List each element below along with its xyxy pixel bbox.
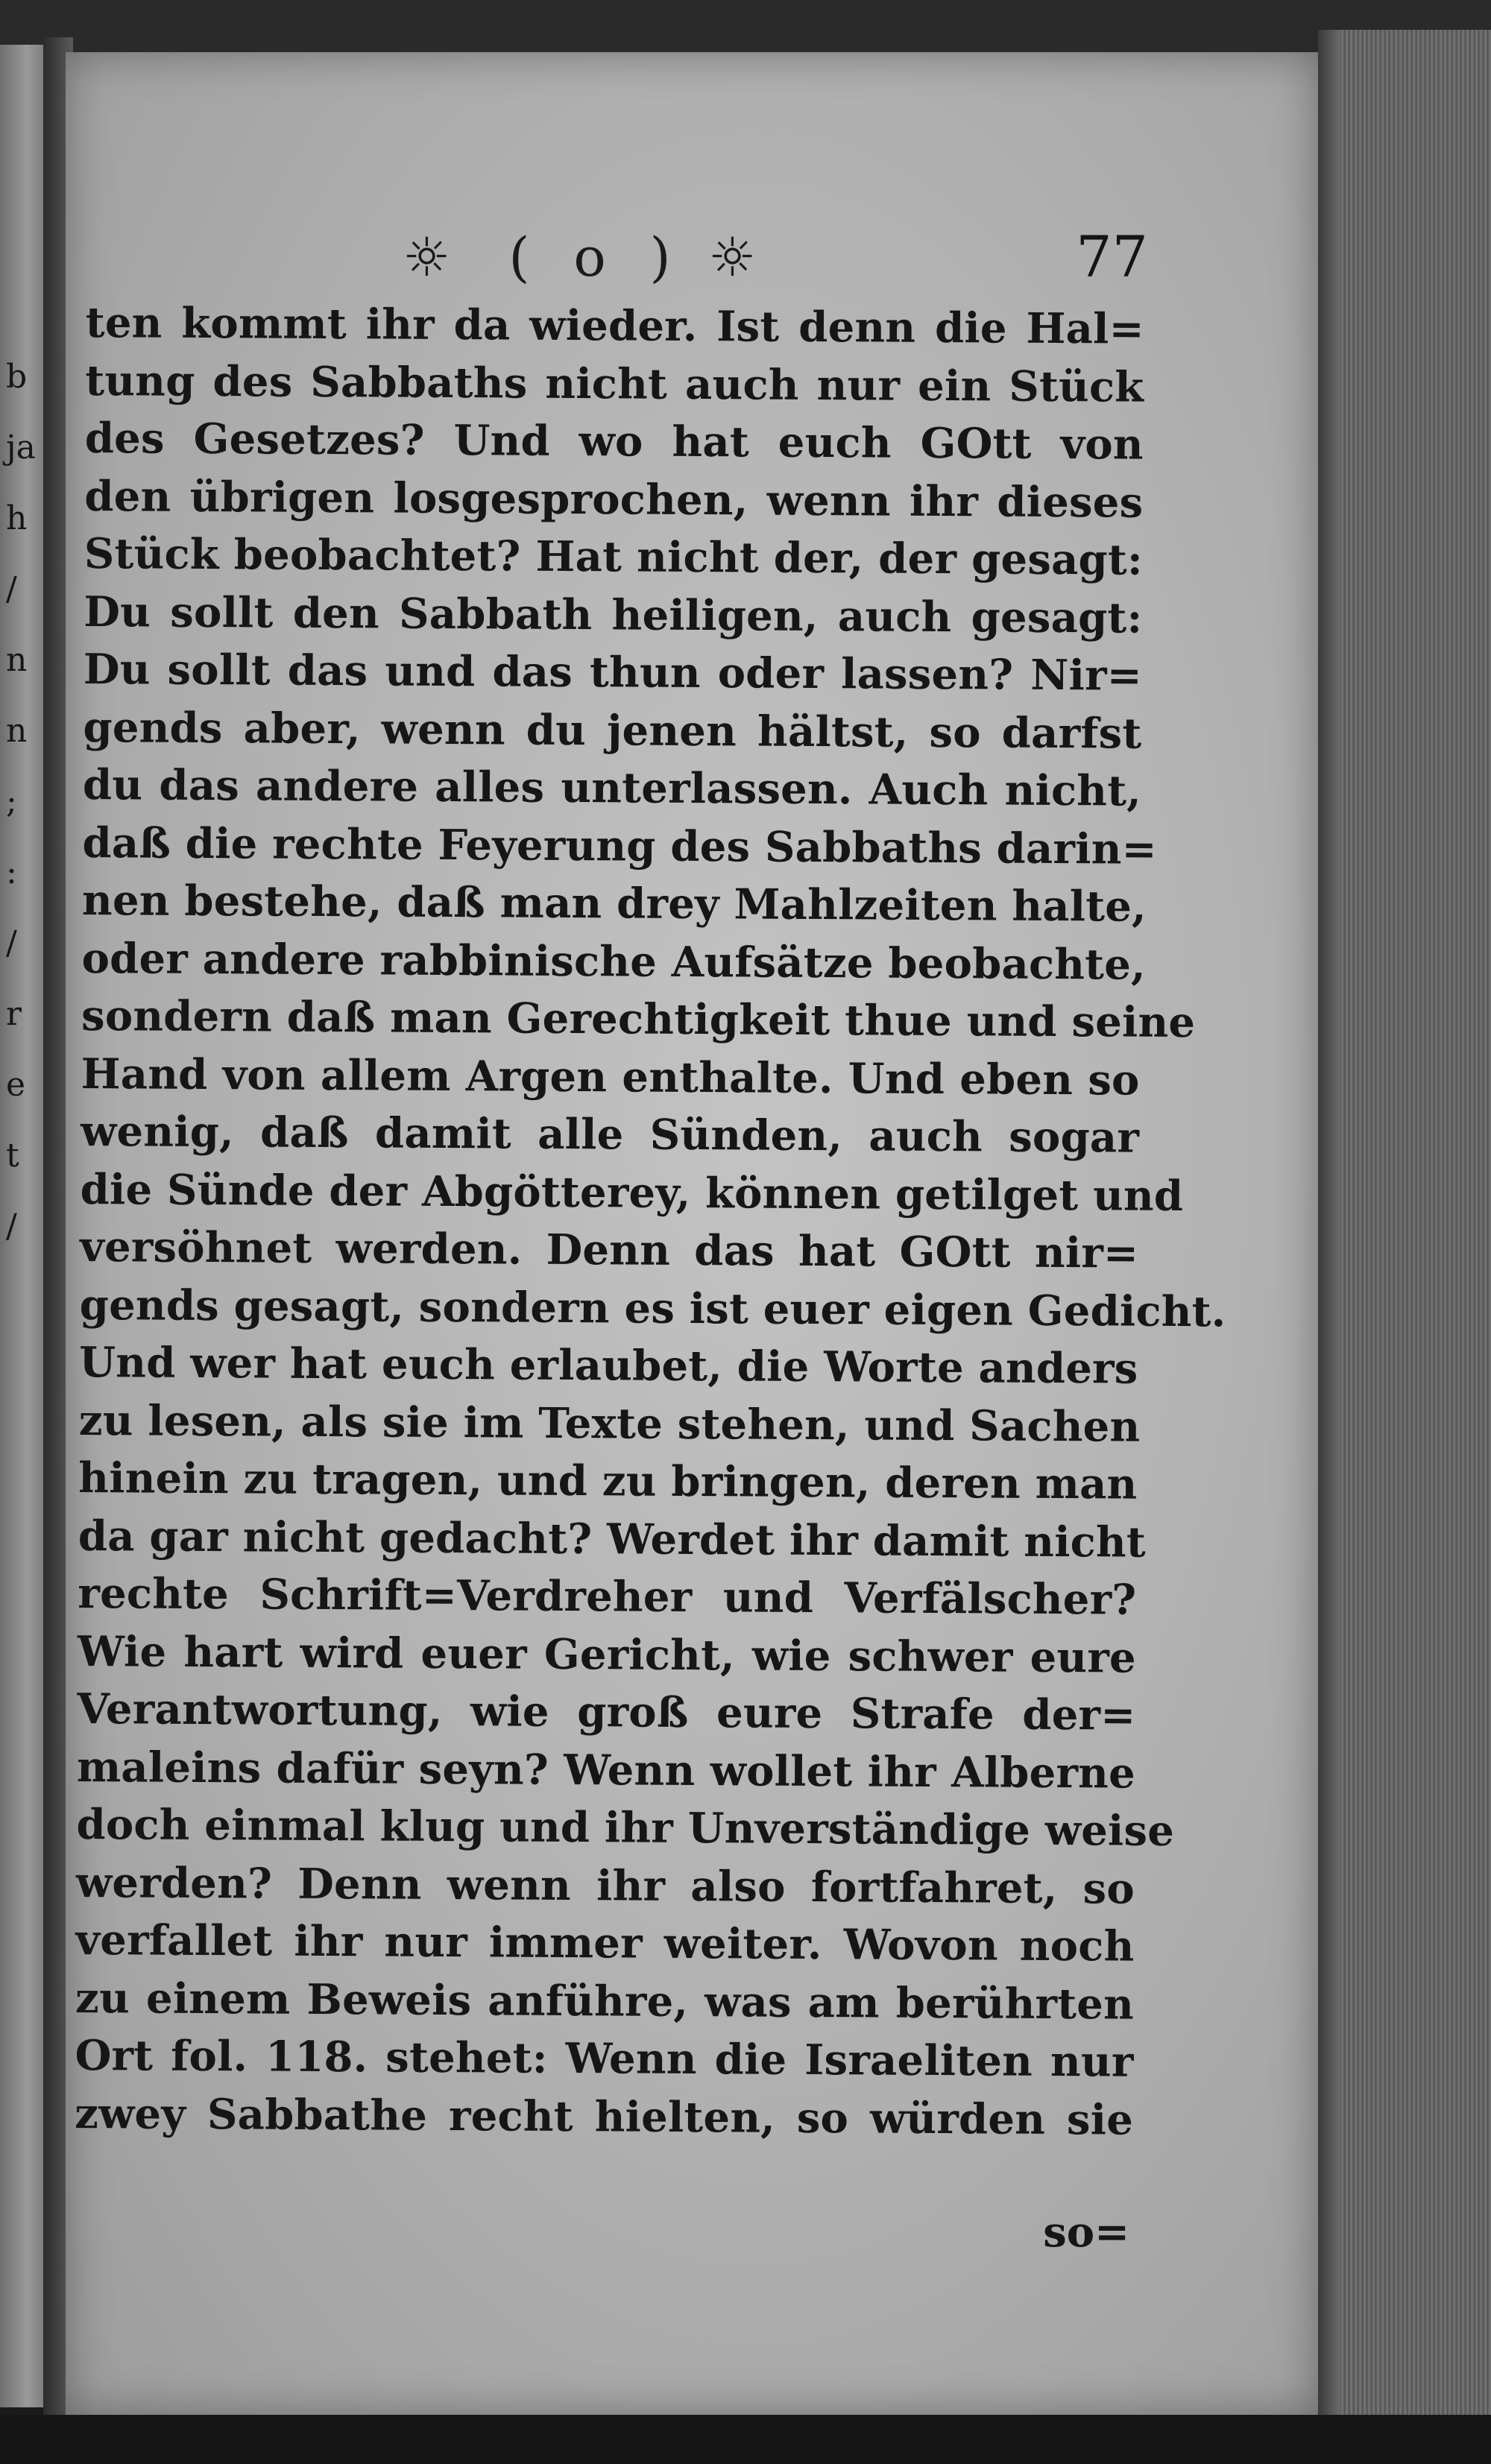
text-line: gends gesagt, sondern es ist euer eigen Gedicht. (79, 1280, 1226, 1336)
text-line: zwey Sabbathe recht hielten, so würden sie (74, 2088, 1134, 2145)
text-line: doch einmal klug und ihr Unverständige weise (76, 1799, 1175, 1856)
text-line: Wie hart wird euer Gericht, wie schwer eure (77, 1626, 1137, 1683)
text-line: ten kommt ihr da wieder. Ist denn die Hal= (85, 297, 1144, 354)
text-line: wenig, daß damit alle Sünden, auch sogar (80, 1106, 1140, 1163)
body-text (74, 294, 1226, 2149)
left-page-fragment: n (6, 712, 28, 750)
background-strip (0, 2415, 1491, 2464)
left-page-fragment: / (6, 570, 17, 608)
ornament-left-icon: ☼ (403, 226, 451, 288)
running-header (403, 216, 1133, 298)
text-line: Du sollt den Sabbath heiligen, auch gesagt: (83, 587, 1143, 643)
page-block-shadow (1318, 30, 1340, 2464)
text-line: zu lesen, als sie im Texte stehen, und Sachen (78, 1395, 1141, 1452)
header-mark: ( o ) (508, 226, 684, 288)
text-line: Und wer hat euch erlaubet, die Worte anders (79, 1337, 1138, 1394)
text-line: verfallet ihr nur immer weiter. Wovon noch (75, 1915, 1135, 1971)
text-line: sondern daß man Gerechtigkeit thue und seine (81, 991, 1196, 1048)
left-page-edge (0, 45, 45, 2407)
left-page-fragment: / (6, 924, 17, 962)
text-line: Ort fol. 118. stehet: Wenn die Israeliten nur (75, 2030, 1134, 2087)
text-line: maleins dafür seyn? Wenn wollet ihr Alberne (76, 1742, 1136, 1798)
text-line: nen bestehe, daß man drey Mahlzeiten halte, (81, 875, 1147, 932)
ornament-right-icon: ☼ (708, 226, 757, 288)
left-page-fragment: h (6, 499, 28, 537)
text-line: werden? Denn wenn ihr also fortfahret, so (75, 1857, 1135, 1914)
text-line: Du sollt das und das thun oder lassen? Nir= (83, 644, 1143, 701)
left-page-fragment: t (6, 1137, 19, 1175)
left-page-fragment: r (6, 995, 22, 1033)
text-line: gends aber, wenn du jenen hältst, so darfst (83, 702, 1142, 759)
page-block-edge (1318, 30, 1491, 2464)
text-line: Hand von allem Argen enthalte. Und eben so (81, 1049, 1140, 1105)
text-line: da gar nicht gedacht? Werdet ihr damit nicht (78, 1511, 1147, 1567)
page-number: 77 (1076, 224, 1148, 290)
text-line: des Gesetzes? Und wo hat euch GOtt von (84, 413, 1144, 470)
text-line: oder andere rabbinische Aufsätze beobachte, (81, 933, 1146, 990)
text-line: zu einem Beweis anführe, was am berührten (75, 1973, 1135, 2029)
text-line: Stück beobachtet? Hat nicht der, der gesagt: (83, 528, 1144, 585)
text-line: Verantwortung, wie groß eure Strafe der= (77, 1684, 1136, 1740)
left-page-fragment: : (6, 853, 17, 891)
text-line: die Sünde der Abgötterey, können getilget und (80, 1164, 1184, 1221)
text-line: den übrigen losgesprochen, wenn ihr dieses (84, 471, 1144, 528)
text-line: du das andere alles unterlassen. Auch nicht, (82, 759, 1142, 816)
text-line: rechte Schrift=Verdreher und Verfälscher? (78, 1568, 1137, 1625)
left-page-fragment: b (6, 358, 28, 396)
text-line: tung des Sabbaths nicht auch nur ein Stück (85, 356, 1144, 412)
text-line: versöhnet werden. Denn das hat GOtt nir= (79, 1222, 1139, 1278)
left-page-fragment: ; (6, 783, 17, 821)
text-line: daß die rechte Feyerung des Sabbaths darin= (82, 818, 1157, 874)
left-page-fragment: n (6, 641, 28, 679)
catchword: so= (1043, 2208, 1129, 2257)
left-page-fragment: ja (6, 429, 36, 467)
left-page-fragment: e (6, 1066, 26, 1104)
left-page-fragment: / (6, 1207, 17, 1245)
text-line: hinein zu tragen, und zu bringen, deren man (78, 1453, 1138, 1509)
